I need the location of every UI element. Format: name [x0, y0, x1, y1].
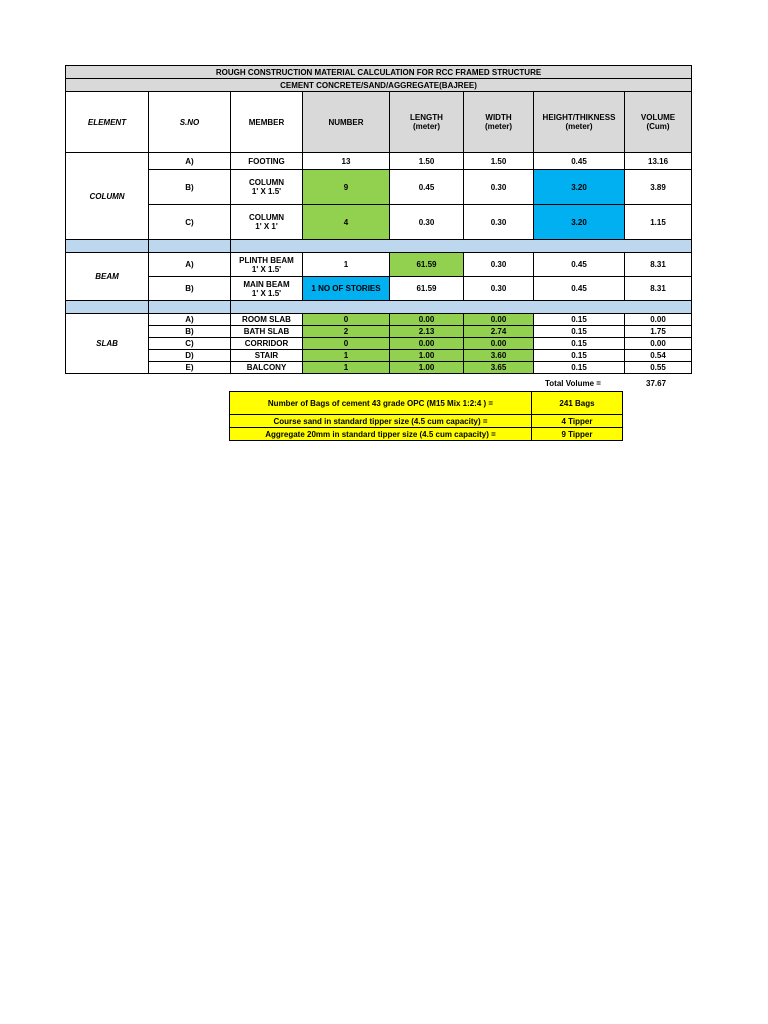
sno-cell: B) [149, 170, 231, 205]
width-cell[interactable]: 0.30 [464, 253, 534, 277]
table-row [66, 153, 692, 170]
volume-cell: 13.16 [625, 153, 692, 170]
sno-cell: C) [149, 205, 231, 240]
member-cell: COLUMN 1' X 1' [231, 205, 303, 240]
width-cell[interactable]: 0.00 [464, 314, 534, 326]
length-cell[interactable]: 61.59 [390, 277, 464, 301]
sheet-subtitle: CEMENT CONCRETE/SAND/AGGREGATE(BAJREE) [66, 79, 692, 92]
aggregate-label: Aggregate 20mm in standard tipper size (4.5 cum capacity) = [230, 428, 532, 441]
sno-cell: B) [149, 277, 231, 301]
height-cell[interactable]: 0.15 [534, 362, 625, 374]
table-row [66, 338, 692, 350]
length-cell[interactable]: 0.45 [390, 170, 464, 205]
header-member: MEMBER [231, 92, 303, 153]
total-volume-value: 37.67 [646, 379, 667, 388]
height-cell[interactable]: 3.20 [534, 170, 625, 205]
height-cell[interactable]: 0.15 [534, 338, 625, 350]
number-cell[interactable]: 1 [303, 253, 390, 277]
sheet-title: ROUGH CONSTRUCTION MATERIAL CALCULATION FOR RCC FRAMED STRUCTURE [66, 66, 692, 79]
aggregate-value: 9 Tipper [532, 428, 623, 441]
member-cell: BATH SLAB [231, 326, 303, 338]
header-height: HEIGHT/THIKNESS (meter) [534, 92, 625, 153]
length-cell[interactable]: 1.50 [390, 153, 464, 170]
member-cell: BALCONY [231, 362, 303, 374]
height-cell[interactable]: 0.15 [534, 314, 625, 326]
sno-cell: A) [149, 253, 231, 277]
member-cell: PLINTH BEAM 1' X 1.5' [231, 253, 303, 277]
number-cell[interactable]: 9 [303, 170, 390, 205]
table-row [66, 314, 692, 326]
element-column-label: COLUMN [66, 153, 149, 240]
volume-cell: 0.54 [625, 350, 692, 362]
number-cell[interactable]: 1 [303, 350, 390, 362]
number-cell[interactable]: 1 NO OF STORIES [303, 277, 390, 301]
volume-cell: 0.00 [625, 314, 692, 326]
height-cell[interactable]: 0.45 [534, 253, 625, 277]
height-cell[interactable]: 0.15 [534, 326, 625, 338]
header-length: LENGTH (meter) [390, 92, 464, 153]
volume-cell: 1.15 [625, 205, 692, 240]
sand-value: 4 Tipper [532, 415, 623, 428]
sno-cell: C) [149, 338, 231, 350]
length-cell[interactable]: 61.59 [390, 253, 464, 277]
volume-cell: 8.31 [625, 253, 692, 277]
table-row [66, 326, 692, 338]
number-cell[interactable]: 2 [303, 326, 390, 338]
header-sno: S.NO [149, 92, 231, 153]
length-cell[interactable]: 2.13 [390, 326, 464, 338]
table-row [66, 253, 692, 277]
summary-table [229, 391, 623, 441]
width-cell[interactable]: 0.30 [464, 170, 534, 205]
volume-cell: 3.89 [625, 170, 692, 205]
table-row [66, 205, 692, 240]
width-cell[interactable]: 0.30 [464, 277, 534, 301]
member-cell: MAIN BEAM 1' X 1.5' [231, 277, 303, 301]
sno-cell: A) [149, 314, 231, 326]
cement-bags-label: Number of Bags of cement 43 grade OPC (M15 Mix 1:2:4 ) = [230, 392, 532, 415]
member-cell: FOOTING [231, 153, 303, 170]
separator-row [66, 301, 692, 314]
sno-cell: B) [149, 326, 231, 338]
length-cell[interactable]: 1.00 [390, 350, 464, 362]
length-cell[interactable]: 1.00 [390, 362, 464, 374]
number-cell[interactable]: 4 [303, 205, 390, 240]
volume-cell: 0.00 [625, 338, 692, 350]
sand-label: Course sand in standard tipper size (4.5 cum capacity) = [230, 415, 532, 428]
total-volume-label: Total Volume = [545, 379, 601, 388]
separator-row [66, 240, 692, 253]
table-row [66, 170, 692, 205]
length-cell[interactable]: 0.00 [390, 314, 464, 326]
width-cell[interactable]: 0.30 [464, 205, 534, 240]
header-width: WIDTH (meter) [464, 92, 534, 153]
height-cell[interactable]: 0.45 [534, 153, 625, 170]
length-cell[interactable]: 0.00 [390, 338, 464, 350]
material-table [65, 65, 692, 374]
member-cell: STAIR [231, 350, 303, 362]
header-number: NUMBER [303, 92, 390, 153]
height-cell[interactable]: 3.20 [534, 205, 625, 240]
number-cell[interactable]: 1 [303, 362, 390, 374]
number-cell[interactable]: 0 [303, 314, 390, 326]
width-cell[interactable]: 1.50 [464, 153, 534, 170]
calculation-sheet [65, 65, 691, 374]
height-cell[interactable]: 0.15 [534, 350, 625, 362]
element-beam-label: BEAM [66, 253, 149, 301]
member-cell: CORRIDOR [231, 338, 303, 350]
width-cell[interactable]: 3.60 [464, 350, 534, 362]
sno-cell: D) [149, 350, 231, 362]
width-cell[interactable]: 3.65 [464, 362, 534, 374]
summary-row [230, 428, 623, 441]
element-slab-label: SLAB [66, 314, 149, 374]
member-cell: COLUMN 1' X 1.5' [231, 170, 303, 205]
volume-cell: 8.31 [625, 277, 692, 301]
width-cell[interactable]: 2.74 [464, 326, 534, 338]
width-cell[interactable]: 0.00 [464, 338, 534, 350]
volume-cell: 1.75 [625, 326, 692, 338]
header-element: ELEMENT [66, 92, 149, 153]
sno-cell: A) [149, 153, 231, 170]
height-cell[interactable]: 0.45 [534, 277, 625, 301]
table-row [66, 350, 692, 362]
member-cell: ROOM SLAB [231, 314, 303, 326]
summary-row [230, 415, 623, 428]
number-cell[interactable]: 13 [303, 153, 390, 170]
table-row [66, 362, 692, 374]
sno-cell: E) [149, 362, 231, 374]
table-row [66, 277, 692, 301]
header-volume: VOLUME (Cum) [625, 92, 692, 153]
cement-bags-value: 241 Bags [532, 392, 623, 415]
number-cell[interactable]: 0 [303, 338, 390, 350]
length-cell[interactable]: 0.30 [390, 205, 464, 240]
summary-row [230, 392, 623, 415]
volume-cell: 0.55 [625, 362, 692, 374]
